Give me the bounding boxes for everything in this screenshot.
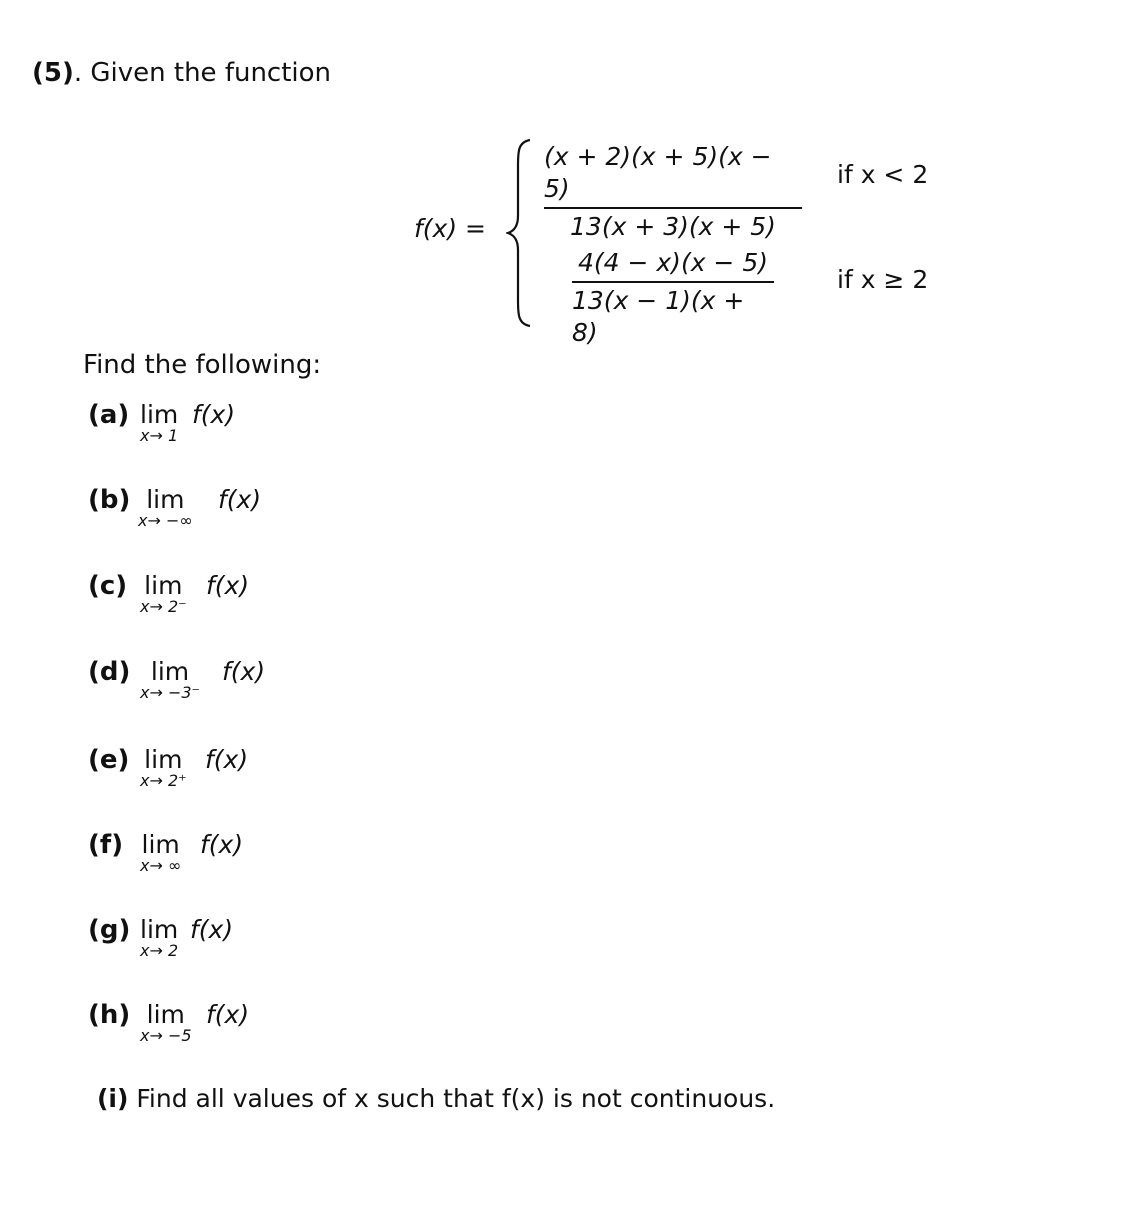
problem-intro: . Given the function [73, 58, 332, 88]
lim-approach: x→ 2⁺ [140, 771, 187, 790]
part-f-label: (f) [88, 830, 124, 860]
part-c-label: (c) [88, 571, 128, 601]
part-d-limit [140, 657, 200, 701]
part-g-expression: f(x) [190, 915, 234, 944]
lim-approach: x→ 2 [140, 941, 179, 960]
part-c-limit [140, 571, 187, 615]
piece-1-denominator: 13(x + 3)(x + 5) [570, 211, 776, 241]
part-d-expression: f(x) [222, 657, 266, 686]
part-h-label: (h) [88, 1000, 131, 1030]
instruction-text: Find the following: [83, 350, 322, 380]
part-g-limit [140, 915, 178, 959]
lim-approach: x→ ∞ [140, 856, 182, 875]
lim-word: lim [140, 400, 179, 429]
lim-word: lim [146, 485, 185, 514]
lim-approach: x→ −3⁻ [140, 683, 200, 702]
piece-1-fraction [544, 141, 802, 243]
lim-word: lim [140, 915, 179, 944]
part-a-limit [140, 400, 178, 444]
part-e-label: (e) [88, 745, 130, 775]
lim-approach: x→ 1 [140, 426, 179, 445]
part-b-expression: f(x) [218, 485, 262, 514]
problem-heading [32, 58, 331, 88]
lim-approach: x→ 2⁻ [140, 597, 187, 616]
part-f-expression: f(x) [200, 830, 244, 859]
part-f-limit [140, 830, 181, 874]
part-a-expression: f(x) [192, 400, 236, 429]
part-i-label: (i) [97, 1084, 129, 1113]
part-g-label: (g) [88, 915, 131, 945]
part-h-expression: f(x) [206, 1000, 250, 1029]
piece-2-denominator: 13(x − 1)(x + 8) [572, 285, 745, 347]
part-c-expression: f(x) [206, 571, 250, 600]
lim-word: lim [141, 830, 180, 859]
function-lhs: f(x) = [414, 214, 486, 243]
lim-word: lim [150, 657, 190, 686]
piece-1-condition: if x < 2 [837, 160, 929, 189]
lim-approach: x→ −5 [140, 1026, 192, 1045]
lim-word: lim [144, 571, 183, 600]
lim-word: lim [146, 1000, 185, 1029]
part-i [97, 1084, 775, 1113]
part-i-text: Find all values of x such that f(x) is not continuous. [128, 1084, 776, 1113]
piece-2-fraction [572, 247, 774, 349]
part-a-label: (a) [88, 400, 130, 430]
lim-approach: x→ −∞ [138, 511, 193, 530]
piece-2-fraction-bar [572, 281, 774, 283]
part-e-expression: f(x) [205, 745, 249, 774]
lim-word: lim [144, 745, 183, 774]
part-b-label: (b) [88, 485, 131, 515]
part-d-label: (d) [88, 657, 131, 687]
piece-2-condition: if x ≥ 2 [837, 265, 929, 294]
piece-2-numerator: 4(4 − x)(x − 5) [577, 248, 768, 277]
problem-number: (5) [32, 58, 74, 88]
piece-1-fraction-bar [544, 207, 802, 209]
part-b-limit [138, 485, 193, 529]
part-h-limit [140, 1000, 192, 1044]
left-brace-icon [506, 138, 536, 328]
part-e-limit [140, 745, 187, 789]
piece-1-numerator: (x + 2)(x + 5)(x − 5) [544, 142, 772, 203]
